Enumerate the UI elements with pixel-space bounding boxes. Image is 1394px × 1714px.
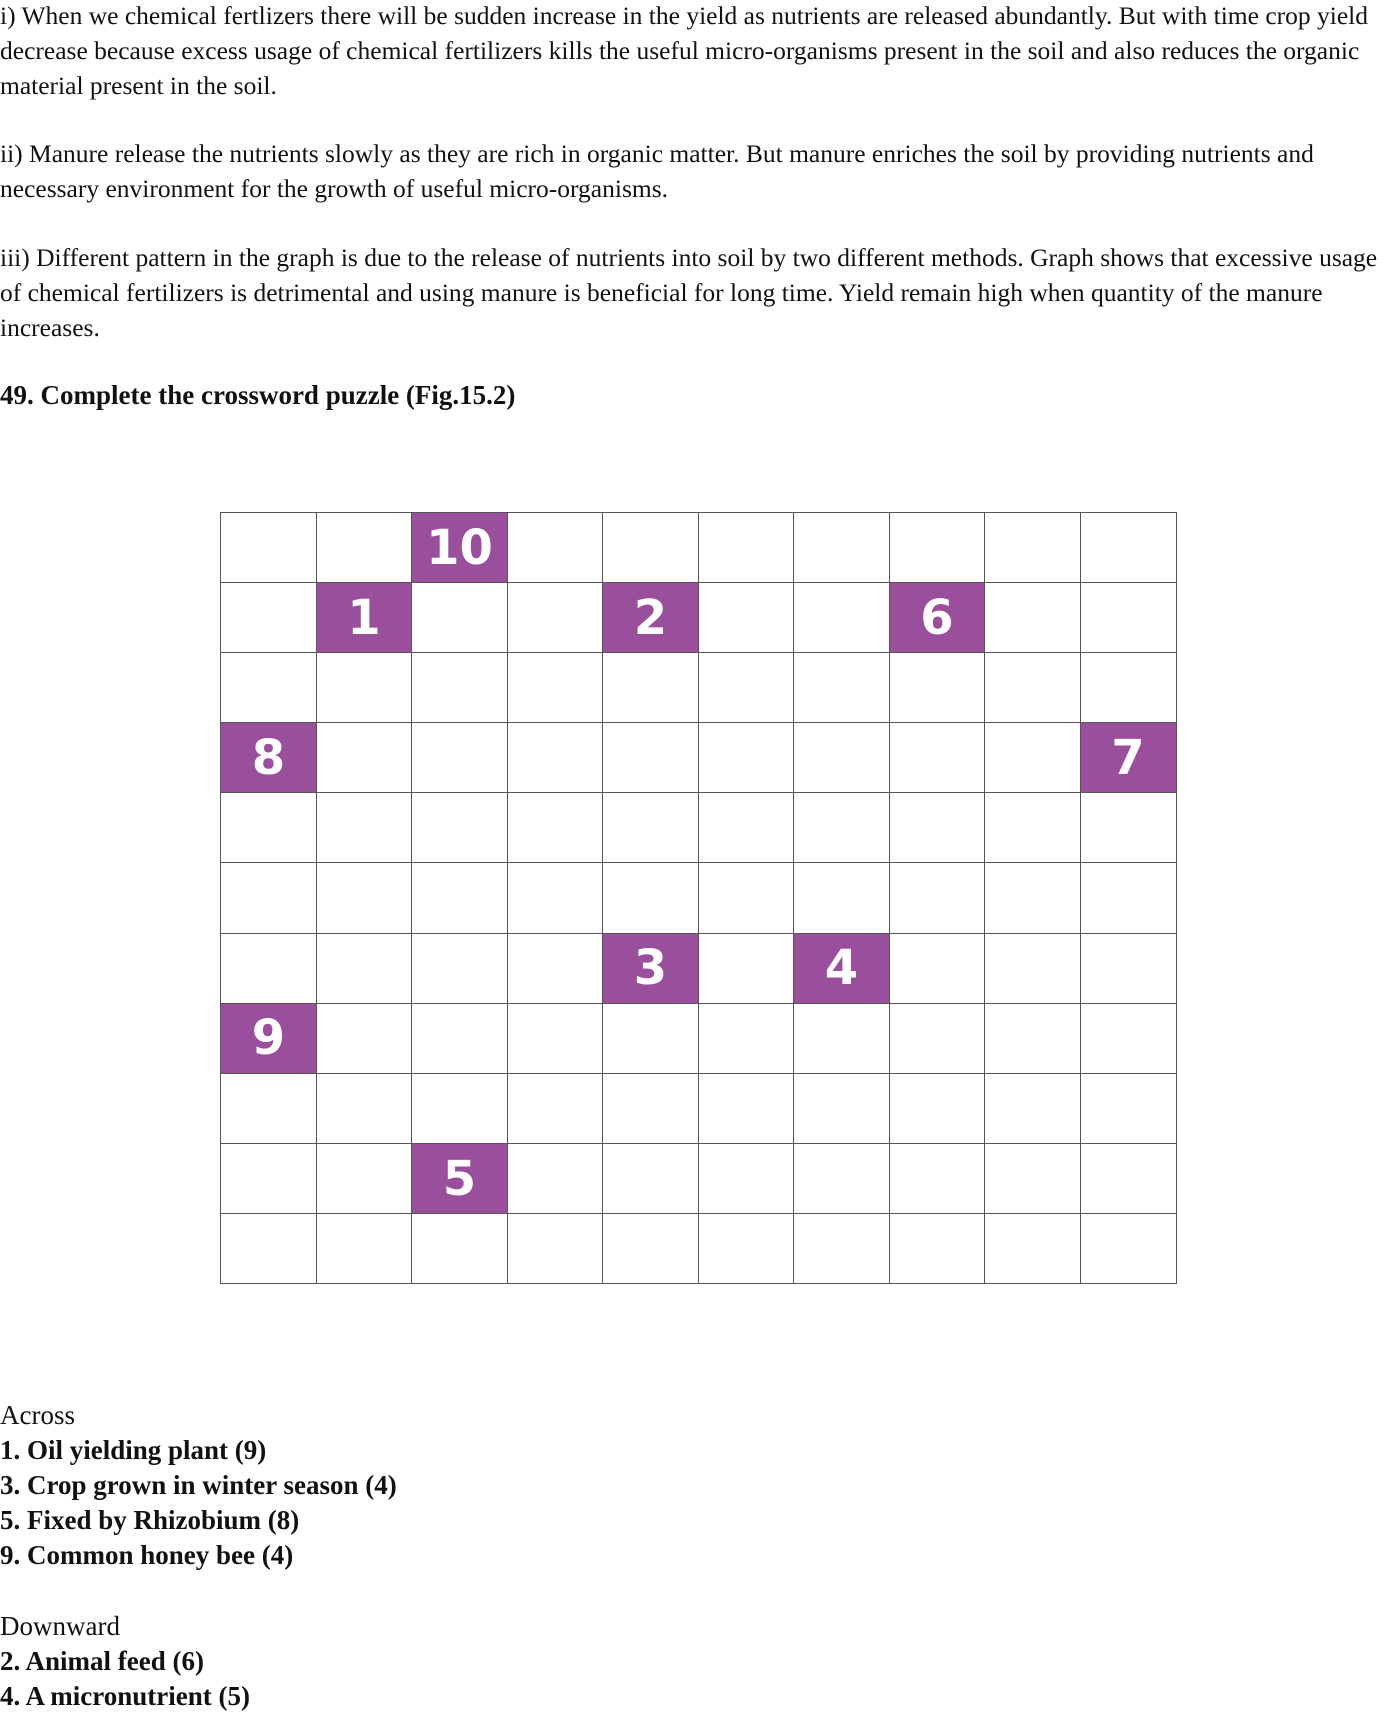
crossword-cell xyxy=(1080,1213,1177,1285)
crossword-cell xyxy=(220,652,317,724)
crossword-cell xyxy=(793,1213,890,1285)
crossword-cell xyxy=(220,792,317,864)
crossword-cell xyxy=(1080,582,1177,654)
crossword-numbered-cell: 10 xyxy=(411,512,508,584)
crossword-cell xyxy=(984,1213,1081,1285)
crossword-cell xyxy=(1080,1073,1177,1145)
crossword-numbered-cell: 9 xyxy=(220,1003,317,1075)
crossword-cell xyxy=(889,1213,986,1285)
crossword-cell xyxy=(602,1213,699,1285)
crossword-cell xyxy=(1080,862,1177,934)
crossword-cell xyxy=(507,652,604,724)
crossword-cell xyxy=(984,933,1081,1005)
downward-clues xyxy=(0,1609,250,1714)
crossword-numbered-cell: 2 xyxy=(602,582,699,654)
crossword-cell xyxy=(316,1003,413,1075)
crossword-cell xyxy=(889,1003,986,1075)
crossword-cell xyxy=(411,722,508,794)
crossword-cell xyxy=(984,512,1081,584)
crossword-cell xyxy=(411,582,508,654)
crossword-cell xyxy=(1080,792,1177,864)
crossword-cell xyxy=(984,862,1081,934)
downward-heading: Downward xyxy=(0,1611,120,1641)
crossword-cell xyxy=(316,862,413,934)
crossword-numbered-cell: 8 xyxy=(220,722,317,794)
crossword-cell xyxy=(984,1003,1081,1075)
crossword-cell xyxy=(1080,652,1177,724)
across-clue: 5. Fixed by Rhizobium (8) xyxy=(0,1505,300,1535)
crossword-numbered-cell: 4 xyxy=(793,933,890,1005)
crossword-cell xyxy=(411,1213,508,1285)
crossword-cell xyxy=(316,933,413,1005)
crossword-cell xyxy=(698,1213,795,1285)
crossword-cell xyxy=(889,722,986,794)
crossword-cell xyxy=(889,512,986,584)
downward-clue: 4. A micronutrient (5) xyxy=(0,1681,250,1711)
crossword-cell xyxy=(889,792,986,864)
across-clues xyxy=(0,1398,397,1573)
across-heading: Across xyxy=(0,1400,75,1430)
crossword-cell xyxy=(889,1143,986,1215)
crossword-numbered-cell: 5 xyxy=(411,1143,508,1215)
crossword-cell xyxy=(1080,933,1177,1005)
crossword-numbered-cell: 3 xyxy=(602,933,699,1005)
crossword-cell xyxy=(984,1073,1081,1145)
across-clue: 3. Crop grown in winter season (4) xyxy=(0,1470,397,1500)
crossword-cell xyxy=(507,1073,604,1145)
crossword-cell xyxy=(698,722,795,794)
crossword-cell xyxy=(793,792,890,864)
crossword-cell xyxy=(889,862,986,934)
crossword-cell xyxy=(602,722,699,794)
crossword-cell xyxy=(316,652,413,724)
crossword-cell xyxy=(507,1003,604,1075)
crossword-cell xyxy=(698,862,795,934)
crossword-cell xyxy=(411,1003,508,1075)
crossword-cell xyxy=(411,1073,508,1145)
crossword-cell xyxy=(316,1143,413,1215)
crossword-cell xyxy=(220,1143,317,1215)
crossword-cell xyxy=(602,792,699,864)
crossword-grid xyxy=(220,512,1175,1283)
crossword-cell xyxy=(602,512,699,584)
crossword-cell xyxy=(220,582,317,654)
crossword-cell xyxy=(507,722,604,794)
crossword-cell xyxy=(889,933,986,1005)
crossword-cell xyxy=(984,722,1081,794)
crossword-cell xyxy=(698,1073,795,1145)
crossword-cell xyxy=(316,792,413,864)
paragraph-ii: ii) Manure release the nutrients slowly as they are rich in organic matter. But manure enriches the soil by providing nutrients and necessary environment for the growth of useful micro-organisms. xyxy=(0,139,1314,203)
crossword-cell xyxy=(698,1143,795,1215)
crossword-cell xyxy=(793,862,890,934)
crossword-cell xyxy=(220,933,317,1005)
crossword-cell xyxy=(698,512,795,584)
paragraph-iii: iii) Different pattern in the graph is due to the release of nutrients into soil by two different methods. Graph shows that excessive usage of chemical fertilizers is detrimental and using manure is beneficial for long time. Yield remain high when quantity of the manure increases. xyxy=(0,243,1378,342)
crossword-cell xyxy=(984,792,1081,864)
crossword-cell xyxy=(602,652,699,724)
crossword-cell xyxy=(316,512,413,584)
crossword-cell xyxy=(793,652,890,724)
crossword-cell xyxy=(507,512,604,584)
crossword-cell xyxy=(220,1073,317,1145)
crossword-cell xyxy=(698,792,795,864)
crossword-cell xyxy=(698,652,795,724)
crossword-cell xyxy=(507,1213,604,1285)
crossword-numbered-cell: 1 xyxy=(316,582,413,654)
crossword-cell xyxy=(507,582,604,654)
crossword-cell xyxy=(984,582,1081,654)
crossword-cell xyxy=(793,582,890,654)
crossword-cell xyxy=(220,862,317,934)
crossword-cell xyxy=(316,1073,413,1145)
crossword-cell xyxy=(602,1073,699,1145)
crossword-numbered-cell: 6 xyxy=(889,582,986,654)
crossword-cell xyxy=(889,652,986,724)
crossword-cell xyxy=(793,722,890,794)
crossword-cell xyxy=(316,722,413,794)
crossword-cell xyxy=(602,1143,699,1215)
downward-clue: 2. Animal feed (6) xyxy=(0,1646,204,1676)
question-title: 49. Complete the crossword puzzle (Fig.15.2) xyxy=(0,380,516,410)
crossword-cell xyxy=(220,512,317,584)
paragraph-i: i) When we chemical fertlizers there will be sudden increase in the yield as nutrients are released abundantly. But with time crop yield decrease because excess usage of chemical fertilizers kills the useful micro-organisms present in the soil and also reduces the organic material present in the soil. xyxy=(0,1,1369,100)
crossword-cell xyxy=(889,1073,986,1145)
crossword-cell xyxy=(698,1003,795,1075)
crossword-cell xyxy=(698,933,795,1005)
crossword-cell xyxy=(220,1213,317,1285)
crossword-cell xyxy=(793,1073,890,1145)
across-clue: 1. Oil yielding plant (9) xyxy=(0,1435,267,1465)
crossword-cell xyxy=(602,862,699,934)
across-clue: 9. Common honey bee (4) xyxy=(0,1540,294,1570)
crossword-cell xyxy=(698,582,795,654)
crossword-cell xyxy=(984,652,1081,724)
crossword-cell xyxy=(507,792,604,864)
crossword-cell xyxy=(316,1213,413,1285)
crossword-cell xyxy=(411,792,508,864)
crossword-cell xyxy=(602,1003,699,1075)
crossword-numbered-cell: 7 xyxy=(1080,722,1177,794)
crossword-cell xyxy=(984,1143,1081,1215)
crossword-cell xyxy=(793,1143,890,1215)
crossword-cell xyxy=(1080,1143,1177,1215)
crossword-cell xyxy=(507,1143,604,1215)
crossword-cell xyxy=(507,933,604,1005)
crossword-cell xyxy=(793,512,890,584)
crossword-cell xyxy=(411,652,508,724)
crossword-cell xyxy=(411,862,508,934)
crossword-cell xyxy=(1080,512,1177,584)
crossword-cell xyxy=(411,933,508,1005)
crossword-cell xyxy=(1080,1003,1177,1075)
crossword-cell xyxy=(793,1003,890,1075)
crossword-cell xyxy=(507,862,604,934)
